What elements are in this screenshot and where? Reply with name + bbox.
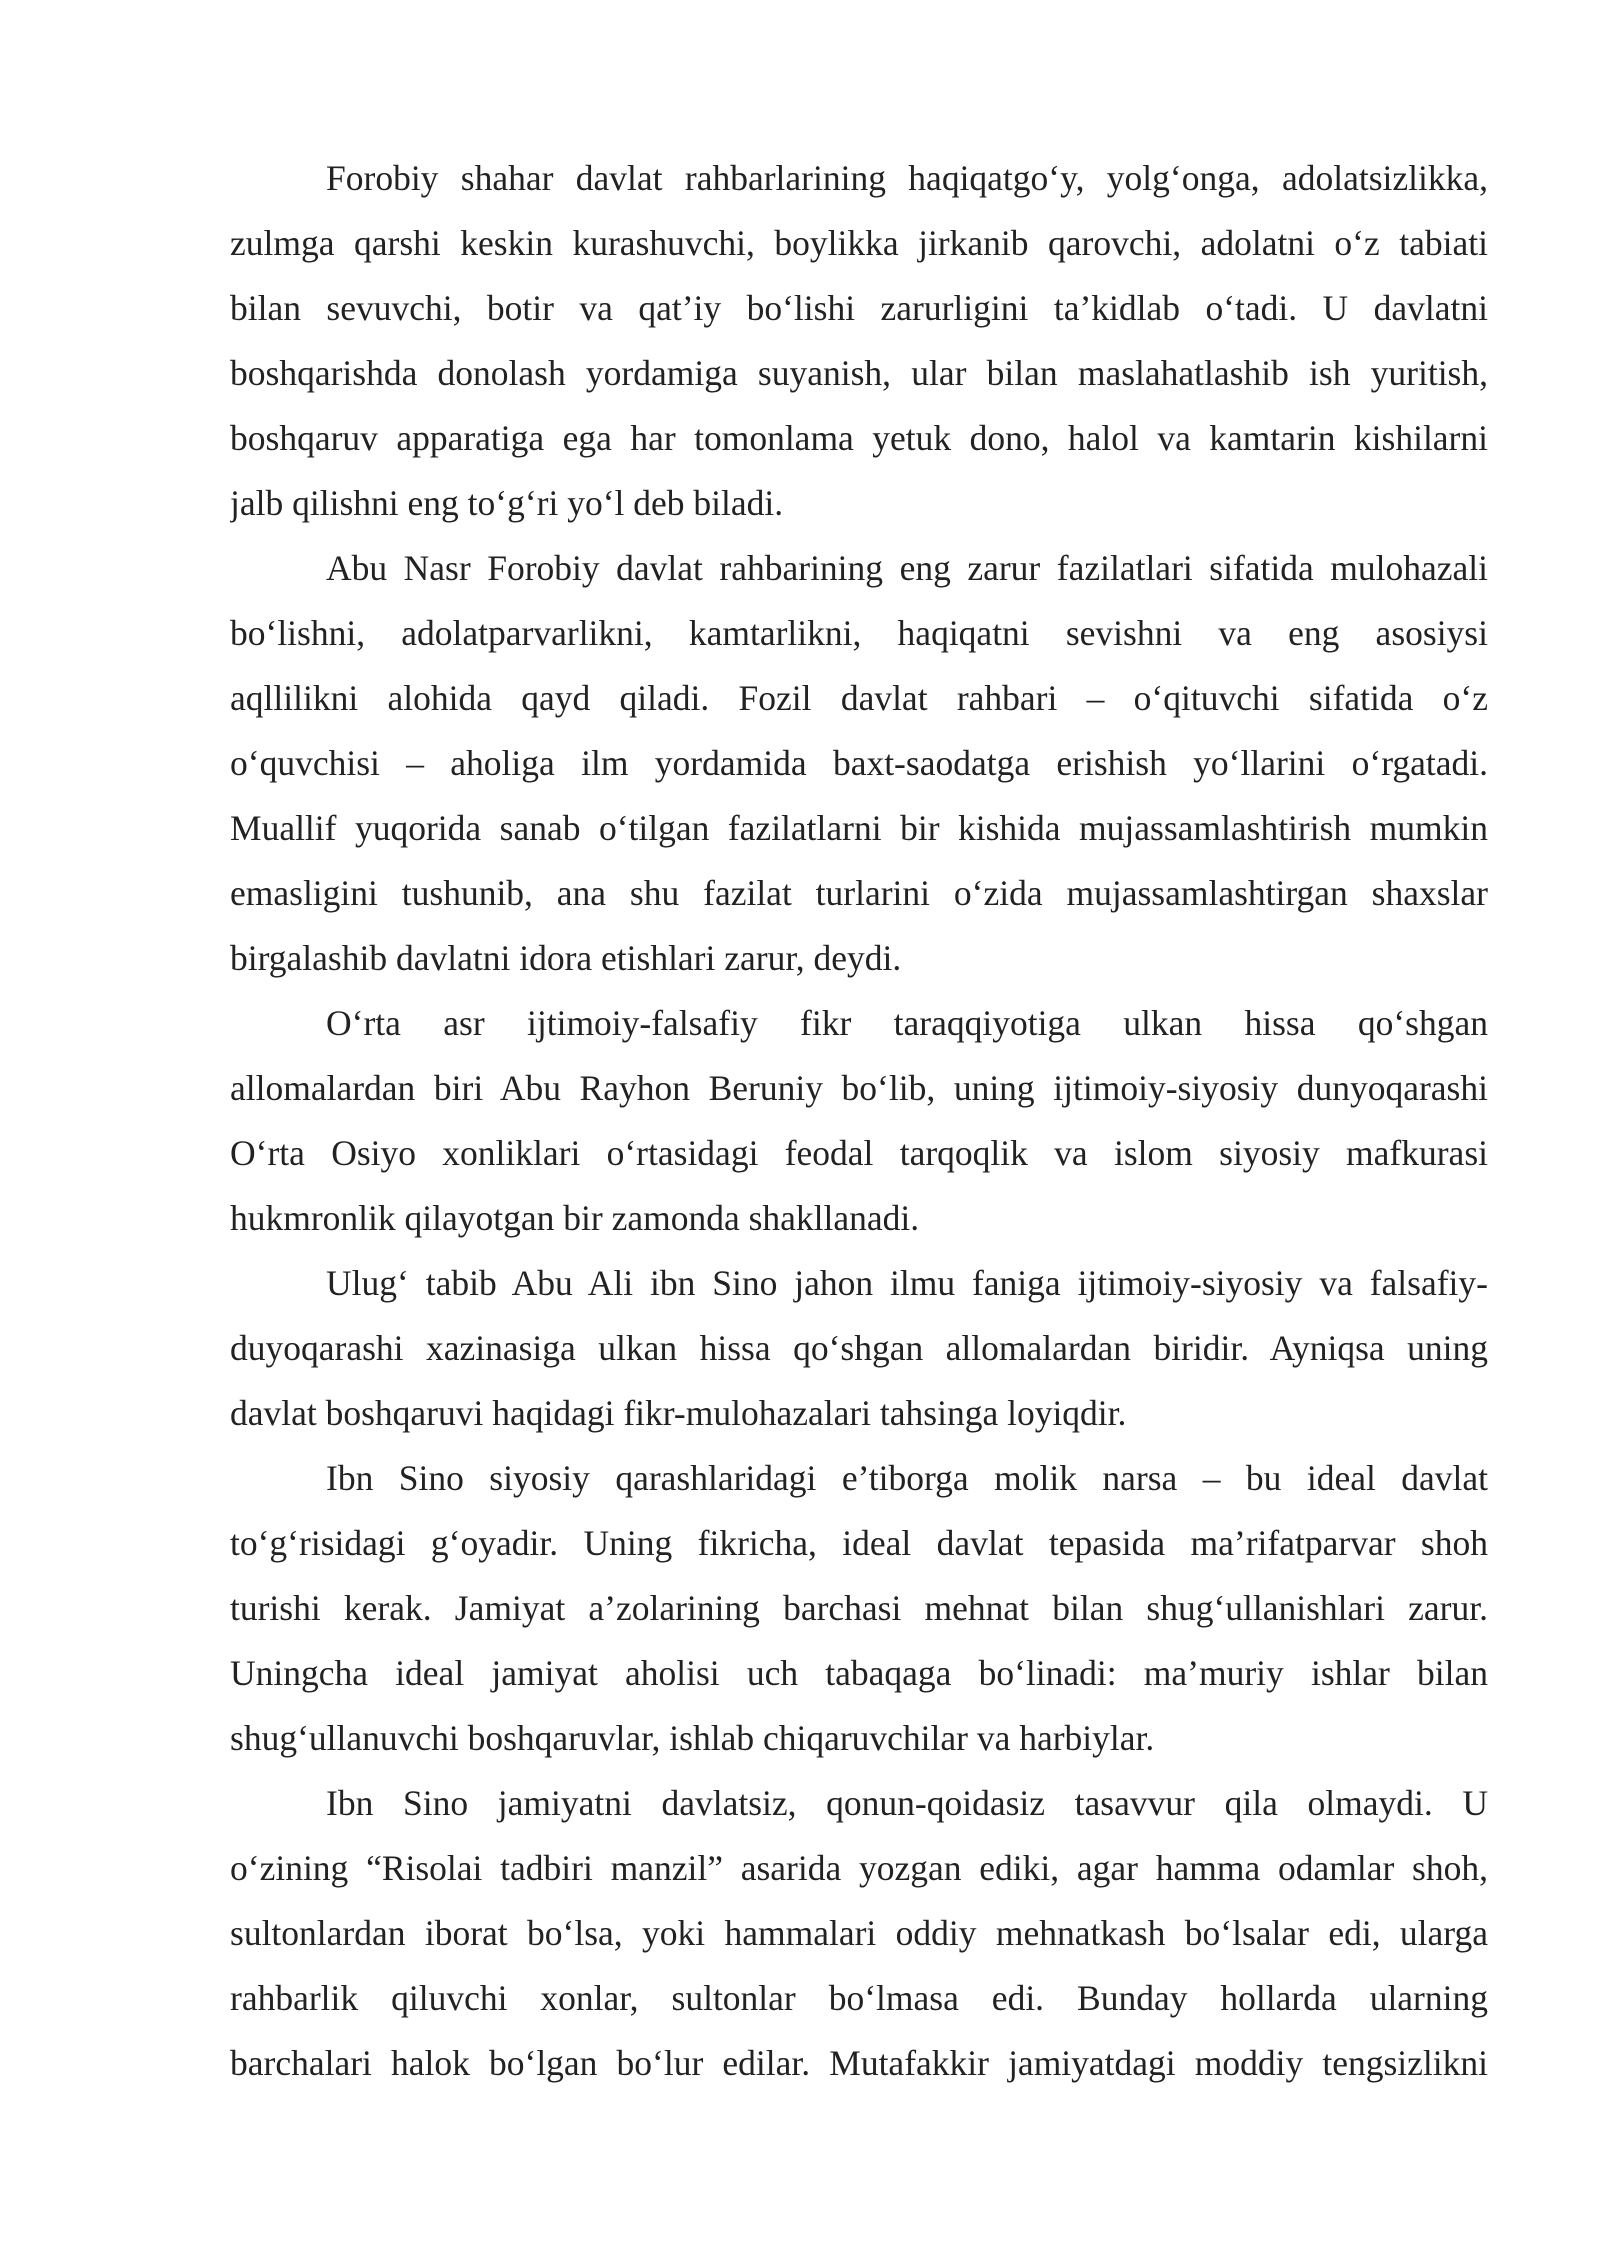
paragraph-line: Uningcha ideal jamiyat aholisi uch tabaqaga bo‘linadi: ma’muriy ishlar bilan [230, 1653, 1488, 1693]
paragraph-line: allomalardan biri Abu Rayhon Beruniy bo‘lib, uning ijtimoiy-siyosiy dunyoqarashi [230, 1068, 1488, 1108]
paragraph-line: Ibn Sino jamiyatni davlatsiz, qonun-qoidasiz tasavvur qila olmaydi. U [326, 1783, 1488, 1823]
paragraph-line: Forobiy shahar davlat rahbarlarining haqiqatgo‘y, yolg‘onga, adolatsizlikka, [326, 158, 1488, 198]
paragraph-line: turishi kerak. Jamiyat a’zolarining barchasi mehnat bilan shug‘ullanishlari zarur. [230, 1588, 1488, 1628]
paragraph-line: emasligini tushunib, ana shu fazilat turlarini o‘zida mujassamlashtirgan shaxslar [230, 873, 1488, 913]
paragraph-line: o‘quvchisi – aholiga ilm yordamida baxt-saodatga erishish yo‘llarini o‘rgatadi. [230, 743, 1488, 783]
paragraph-line: to‘g‘risidagi g‘oyadir. Uning fikricha, ideal davlat tepasida ma’rifatparvar shoh [230, 1523, 1488, 1563]
paragraph-line: barchalari halok bo‘lgan bo‘lur edilar. Mutafakkir jamiyatdagi moddiy tengsizlikni [230, 2043, 1488, 2083]
paragraph [230, 1251, 1488, 1446]
paragraph-line: boshqarishda donolash yordamiga suyanish, ular bilan maslahatlashib ish yuritish, [230, 353, 1488, 393]
paragraph-line: o‘zining “Risolai tadbiri manzil” asarida yozgan ediki, agar hamma odamlar shoh, [230, 1848, 1488, 1888]
paragraph-line: davlat boshqaruvi haqidagi fikr-mulohazalari tahsinga loyiqdir. [230, 1393, 1127, 1433]
paragraph [230, 536, 1488, 991]
paragraph [230, 1771, 1488, 2096]
paragraph-line: Abu Nasr Forobiy davlat rahbarining eng zarur fazilatlari sifatida mulohazali [326, 548, 1488, 588]
paragraph-line: shug‘ullanuvchi boshqaruvlar, ishlab chiqaruvchilar va harbiylar. [230, 1718, 1155, 1758]
paragraph-line: duyoqarashi xazinasiga ulkan hissa qo‘shgan allomalardan biridir. Ayniqsa uning [230, 1328, 1488, 1368]
paragraph-line: O‘rta asr ijtimoiy-falsafiy fikr taraqqiyotiga ulkan hissa qo‘shgan [326, 1003, 1488, 1043]
paragraph-line: Muallif yuqorida sanab o‘tilgan fazilatlarni bir kishida mujassamlashtirish mumkin [230, 808, 1488, 848]
paragraph [230, 146, 1488, 536]
paragraph-line: O‘rta Osiyo xonliklari o‘rtasidagi feodal tarqoqlik va islom siyosiy mafkurasi [230, 1133, 1488, 1173]
paragraph-line: bo‘lishni, adolatparvarlikni, kamtarlikni, haqiqatni sevishni va eng asosiysi [230, 613, 1488, 653]
paragraph-line: rahbarlik qiluvchi xonlar, sultonlar bo‘lmasa edi. Bunday hollarda ularning [230, 1978, 1488, 2018]
paragraph-line: Ulug‘ tabib Abu Ali ibn Sino jahon ilmu faniga ijtimoiy-siyosiy va falsafiy- [326, 1263, 1488, 1303]
paragraph-line: jalb qilishni eng to‘g‘ri yo‘l deb biladi. [230, 483, 784, 523]
paragraph-line: Ibn Sino siyosiy qarashlaridagi e’tiborga molik narsa – bu ideal davlat [326, 1458, 1488, 1498]
paragraph-line: bilan sevuvchi, botir va qat’iy bo‘lishi zarurligini ta’kidlab o‘tadi. U davlatni [230, 288, 1488, 328]
paragraph-line: boshqaruv apparatiga ega har tomonlama yetuk dono, halol va kamtarin kishilarni [230, 418, 1488, 458]
paragraph [230, 1446, 1488, 1771]
paragraph-line: aqllilikni alohida qayd qiladi. Fozil davlat rahbari – o‘qituvchi sifatida o‘z [230, 678, 1488, 718]
paragraph [230, 991, 1488, 1251]
paragraph-line: birgalashib davlatni idora etishlari zarur, deydi. [230, 938, 902, 978]
paragraph-line: zulmga qarshi keskin kurashuvchi, boylikka jirkanib qarovchi, adolatni o‘z tabiati [230, 223, 1488, 263]
paragraph-line: sultonlardan iborat bo‘lsa, yoki hammalari oddiy mehnatkash bo‘lsalar edi, ularga [230, 1913, 1488, 1953]
paragraph-line: hukmronlik qilayotgan bir zamonda shakllanadi. [230, 1198, 920, 1238]
text-body [230, 146, 1488, 2096]
